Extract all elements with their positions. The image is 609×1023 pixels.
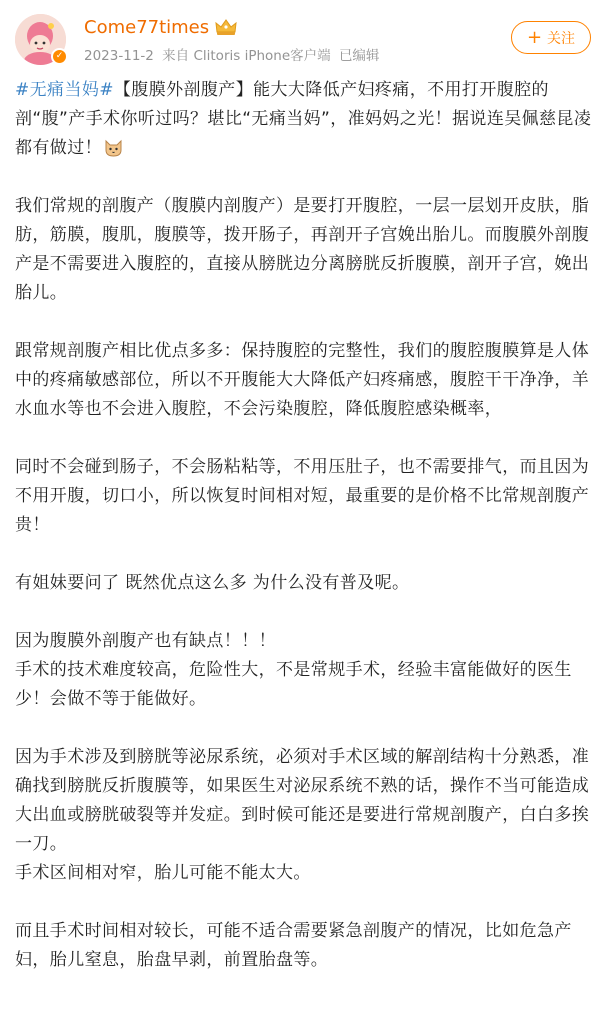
username[interactable]: Come77times — [84, 16, 210, 38]
paragraph-8: 而且手术时间相对较长，可能不适合需要紧急剖腹产的情况，比如危急产妇，胎儿窒息，胎盘早剥，前置胎盘等。 — [15, 921, 572, 970]
paragraph-3: 跟常规剖腹产相比优点多多：保持腹腔的完整性，我们的腹腔腹膜算是人体中的疼痛敏感部位，所以不开腹能大大降低产妇疼痛感，腹腔干干净净，羊水血水等也不会进入腹腔，不会污染腹腔，降低腹腔感染概率， — [15, 341, 590, 419]
paragraph-4: 同时不会碰到肠子，不会肠粘粘等，不用压肚子，也不需要排气，而且因为不用开腹，切口小，所以恢复时间相对短，最重要的是价格不比常规剖腹产贵！ — [15, 457, 590, 535]
crown-icon — [215, 18, 237, 36]
paragraph-1 — [15, 76, 597, 163]
post-meta — [84, 44, 379, 64]
post-body — [15, 76, 597, 1004]
cat-face-icon — [104, 138, 123, 157]
hashtag-link[interactable]: #无痛当妈# — [15, 80, 114, 100]
edited-label[interactable]: 已编辑 — [338, 48, 380, 64]
paragraph-2: 我们常规的剖腹产（腹膜内剖腹产）是要打开腹腔，一层一层划开皮肤，脂肪，筋膜，腹肌，腹膜等，拨开肠子，再剖开子宫娩出胎儿。而腹膜外剖腹产是不需要进入腹腔的，直接从膀胱边分离膀胱反折腹膜，剖开子宫，娩出胎儿。 — [15, 196, 590, 303]
paragraph-7-line-1: 因为手术涉及到膀胱等泌尿系统，必须对手术区域的解剖结构十分熟悉，准确找到膀胱反折腹膜等，如果医生对泌尿系统不熟的话，操作不当可能造成大出血或膀胱破裂等并发症。到时候可能还是要进行常规剖腹产，白白多挨一刀。 — [15, 747, 590, 854]
post-date[interactable]: 2023-11-2 — [84, 48, 154, 64]
paragraph-1-text: 【腹膜外剖腹产】能大大降低产妇疼痛，不用打开腹腔的剖“腹”产手术你听过吗？堪比“无痛当妈”，准妈妈之光！据说连吴佩慈昆凌都有做过！ — [15, 80, 592, 158]
paragraph-7-line-2: 手术区间相对窄，胎儿可能不能太大。 — [15, 863, 311, 883]
post-source: 来自 Clitoris iPhone客户端 — [162, 48, 331, 64]
verified-badge-icon: ✓ — [51, 48, 68, 65]
post-header — [0, 0, 609, 76]
follow-label: 关注 — [547, 30, 576, 47]
follow-button[interactable] — [511, 21, 591, 54]
paragraph-6-line-2: 手术的技术难度较高，危险性大，不是常规手术，经验丰富能做好的医生少！会做不等于能做好。 — [15, 660, 572, 709]
paragraph-7 — [15, 743, 597, 888]
paragraph-5: 有姐妹要问了 既然优点这么多 为什么没有普及呢。 — [15, 573, 410, 593]
plus-icon: + — [526, 26, 543, 48]
paragraph-6 — [15, 627, 597, 714]
username-row — [84, 14, 237, 40]
paragraph-6-line-1: 因为腹膜外剖腹产也有缺点！！！ — [15, 631, 276, 651]
